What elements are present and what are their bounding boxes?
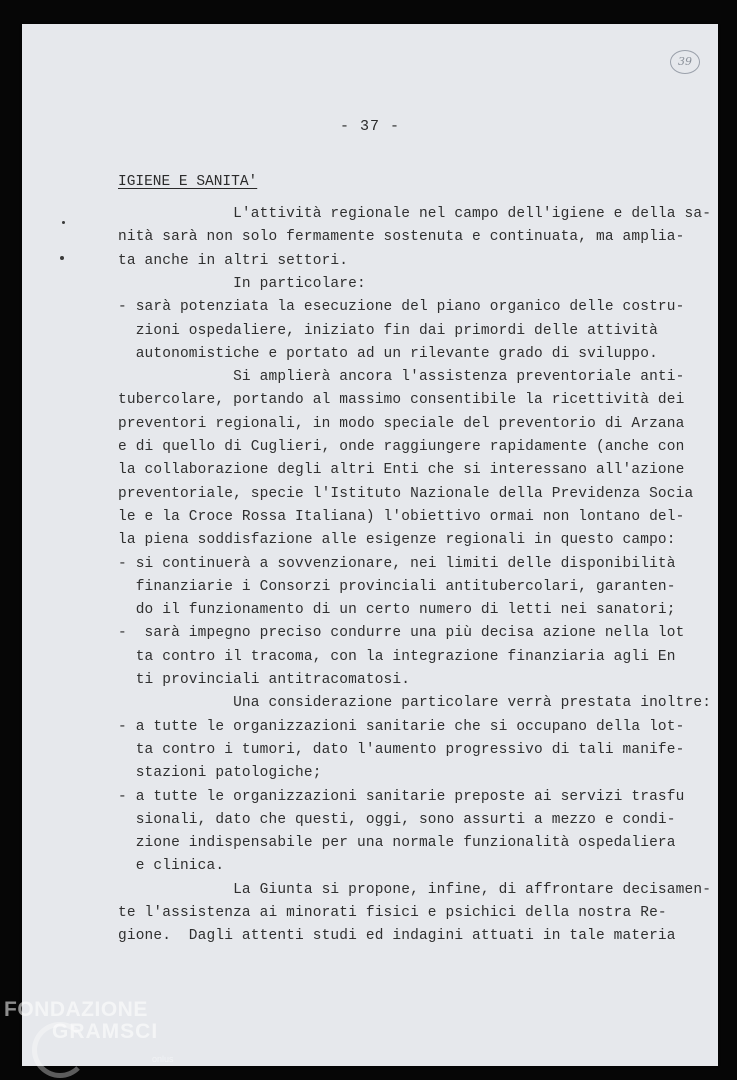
- text-line: zioni ospedaliere, iniziato fin dai primordi delle attività: [118, 322, 658, 339]
- text-line: preventoriale, specie l'Istituto Nazionale della Previdenza Socia: [118, 485, 694, 502]
- text-line: le e la Croce Rossa Italiana) l'obiettivo ormai non lontano del-: [118, 508, 685, 525]
- text-line: - a tutte le organizzazioni sanitarie preposte ai servizi trasfu: [118, 788, 685, 805]
- watermark-line1: FONDAZIONE: [4, 998, 148, 1021]
- text-line: - sarà potenziata la esecuzione del piano organico delle costru-: [118, 299, 685, 316]
- text-line: - si continuerà a sovvenzionare, nei limiti delle disponibilità: [118, 555, 676, 572]
- watermark-line2: GRAMSCI: [52, 1020, 159, 1043]
- text-line: sionali, dato che questi, oggi, sono assurti a mezzo e condi-: [118, 811, 676, 828]
- text-line: zione indispensabile per una normale funzionalità ospedaliera: [118, 835, 676, 852]
- margin-mark: [60, 256, 64, 260]
- text-line: nità sarà non solo fermamente sostenuta e continuata, ma amplia-: [118, 229, 685, 246]
- page-number: - 37 -: [339, 118, 400, 135]
- text-line: autonomistiche e portato ad un rilevante grado di sviluppo.: [118, 345, 658, 362]
- document-page: [22, 24, 718, 1066]
- text-line: L'attività regionale nel campo dell'igiene e della sa-: [118, 206, 712, 222]
- text-line: preventori regionali, in modo speciale del preventorio di Arzana: [118, 415, 685, 432]
- text-line: In particolare:: [118, 275, 366, 292]
- text-line: Si amplierà ancora l'assistenza preventoriale anti-: [118, 369, 685, 386]
- section-heading: IGIENE E SANITA': [118, 174, 258, 190]
- text-line: - sarà impegno preciso condurre una più decisa azione nella lot: [118, 625, 685, 642]
- text-line: ta contro i tumori, dato l'aumento progressivo di tali manife-: [118, 741, 685, 758]
- archive-page-mark: 39: [670, 50, 700, 74]
- text-line: ta contro il tracoma, con la integrazione finanziaria agli En: [118, 648, 676, 665]
- text-line: ta anche in altri settori.: [118, 252, 349, 269]
- text-line: te l'assistenza ai minorati fisici e psichici della nostra Re-: [118, 905, 667, 921]
- text-line: tubercolare, portando al massimo consentibile la ricettività dei: [118, 392, 685, 409]
- text-line: gione. Dagli attenti studi ed indagini attuati in tale materia: [118, 928, 676, 945]
- text-line: finanziarie i Consorzi provinciali antitubercolari, garanten-: [118, 578, 676, 595]
- text-line: do il funzionamento di un certo numero di letti nei sanatori;: [118, 602, 676, 619]
- watermark-logo-icon: [32, 1022, 88, 1078]
- text-line: la collaborazione degli altri Enti che si interessano all'azione: [118, 462, 685, 479]
- text-line: e di quello di Cuglieri, onde raggiungere rapidamente (anche con: [118, 439, 685, 455]
- text-line: La Giunta si propone, infine, di affrontare decisamen-: [118, 881, 712, 898]
- text-line: stazioni patologiche;: [118, 765, 322, 782]
- text-line: Una considerazione particolare verrà prestata inoltre:: [118, 695, 712, 712]
- text-line: e clinica.: [118, 858, 225, 875]
- archive-watermark: [4, 998, 174, 1064]
- text-line: la piena soddisfazione alle esigenze regionali in questo campo:: [118, 532, 676, 549]
- watermark-onlus: onlus: [152, 1054, 174, 1064]
- text-line: - a tutte le organizzazioni sanitarie che si occupano della lot-: [118, 718, 685, 735]
- text-line: ti provinciali antitracomatosi.: [118, 672, 411, 688]
- margin-mark: [62, 221, 65, 224]
